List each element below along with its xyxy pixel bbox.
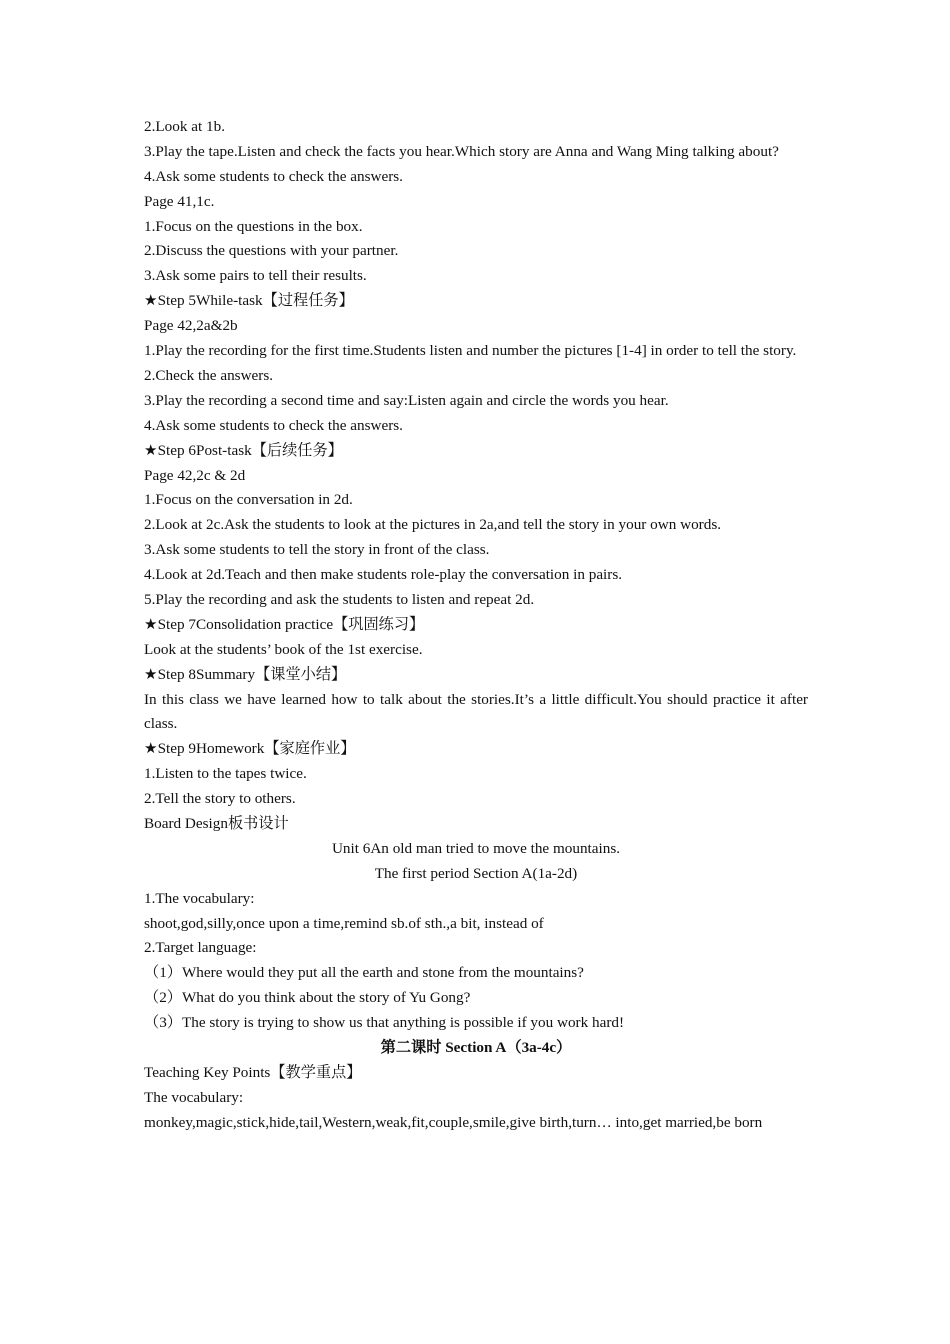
text-paragraph: In this class we have learned how to talk about the stories.It’s a little difficult.You should practice it after class. bbox=[144, 690, 808, 733]
numbered-item: （3）The story is trying to show us that anything is possible if you work hard! bbox=[144, 1014, 625, 1032]
section-heading: Teaching Key Points【教学重点】 bbox=[144, 1063, 362, 1081]
text-line: 3.Ask some pairs to tell their results. bbox=[144, 267, 367, 285]
text-line: 4.Ask some students to check the answers. bbox=[144, 416, 403, 434]
period-heading: 第二课时 Section A（3a-4c） bbox=[380, 1039, 572, 1057]
text-line: Look at the students’ book of the 1st exercise. bbox=[144, 640, 423, 658]
text-line: 2.Look at 2c.Ask the students to look at the pictures in 2a,and tell the story in your own words. bbox=[144, 516, 722, 534]
text-line: 2.Check the answers. bbox=[144, 366, 274, 384]
board-subtitle: The first period Section A(1a-2d) bbox=[374, 864, 578, 882]
text-line: 1.Focus on the questions in the box. bbox=[144, 217, 363, 235]
text-line: Page 42,2c & 2d bbox=[144, 466, 246, 484]
text-line: Page 41,1c. bbox=[144, 192, 215, 210]
step-heading: ★Step 5While-task【过程任务】 bbox=[144, 292, 354, 310]
text-line: 4.Ask some students to check the answers. bbox=[144, 167, 403, 185]
numbered-item: （1）Where would they put all the earth and stone from the mountains? bbox=[144, 964, 584, 982]
step-heading: ★Step 6Post-task【后续任务】 bbox=[144, 441, 343, 459]
vocabulary-list: monkey,magic,stick,hide,tail,Western,weak,fit,couple,smile,give birth,turn… into,get married,be born bbox=[144, 1113, 763, 1131]
text-line: 1.Listen to the tapes twice. bbox=[144, 765, 307, 783]
text-line: Page 42,2a&2b bbox=[144, 317, 238, 335]
numbered-item: （2）What do you think about the story of Yu Gong? bbox=[144, 989, 471, 1007]
text-line: 4.Look at 2d.Teach and then make students role-play the conversation in pairs. bbox=[144, 566, 623, 584]
text-line: 2.Target language: bbox=[144, 939, 257, 957]
text-line: 5.Play the recording and ask the students to listen and repeat 2d. bbox=[144, 590, 535, 608]
step-heading: ★Step 8Summary【课堂小结】 bbox=[144, 665, 347, 683]
text-line: 1.The vocabulary: bbox=[144, 889, 255, 907]
text-line: 3.Play the recording a second time and say:Listen again and circle the words you hear. bbox=[144, 391, 669, 409]
board-title: Unit 6An old man tried to move the mountains. bbox=[331, 839, 621, 857]
text-line: 1.Focus on the conversation in 2d. bbox=[144, 491, 353, 509]
text-line: 3.Ask some students to tell the story in front of the class. bbox=[144, 541, 490, 559]
section-heading: Board Design板书设计 bbox=[144, 815, 289, 832]
text-paragraph: 3.Play the tape.Listen and check the facts you hear.Which story are Anna and Wang Ming talking about? bbox=[144, 142, 779, 160]
document-page bbox=[144, 115, 808, 1136]
step-heading: ★Step 9Homework【家庭作业】 bbox=[144, 740, 356, 758]
vocabulary-list: shoot,god,silly,once upon a time,remind sb.of sth.,a bit, instead of bbox=[144, 914, 544, 932]
text-paragraph: 1.Play the recording for the first time.Students listen and number the pictures [1-4] in order to tell the story. bbox=[144, 342, 797, 360]
text-line: The vocabulary: bbox=[144, 1088, 244, 1106]
text-line: 2.Tell the story to others. bbox=[144, 790, 296, 808]
text-line: 2.Look at 1b. bbox=[144, 118, 225, 135]
step-heading: ★Step 7Consolidation practice【巩固练习】 bbox=[144, 615, 425, 633]
text-line: 2.Discuss the questions with your partner. bbox=[144, 242, 399, 260]
